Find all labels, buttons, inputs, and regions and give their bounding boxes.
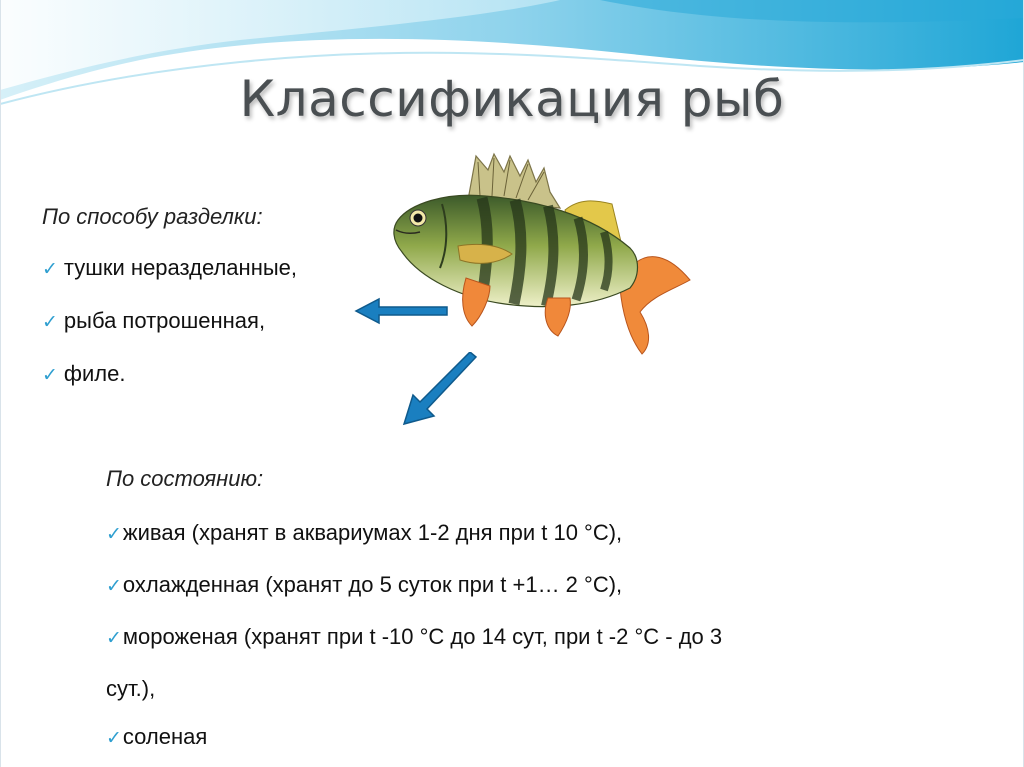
check-icon: ✓ — [106, 728, 122, 749]
list-item: ✓ рыба потрошенная, — [42, 308, 266, 333]
check-icon: ✓ — [42, 365, 58, 386]
list-item-continuation: сут.), — [106, 676, 156, 701]
slide-title: Классификация рыб — [239, 70, 785, 128]
list-item: ✓охлажденная (хранят до 5 суток при t +1… 2 °C), — [106, 572, 623, 597]
check-icon: ✓ — [42, 312, 58, 333]
check-icon: ✓ — [106, 576, 122, 597]
list-item: ✓ филе. — [42, 361, 126, 386]
condition-heading: По состоянию: — [106, 466, 264, 491]
cutting-method-heading: По способу разделки: — [42, 204, 263, 229]
check-icon: ✓ — [42, 259, 58, 280]
check-icon: ✓ — [106, 628, 122, 649]
arrow-down-left-icon — [398, 352, 480, 428]
list-item: ✓ тушки неразделанные, — [42, 255, 298, 280]
arrow-left-icon — [353, 296, 449, 326]
check-icon: ✓ — [106, 524, 122, 545]
list-item: ✓соленая — [106, 724, 208, 749]
list-item: ✓живая (хранят в аквариумах 1-2 дня при t 10 °C), — [106, 520, 623, 545]
perch-fish-illustration — [390, 148, 695, 363]
list-item: ✓мороженая (хранят при t -10 °C до 14 сут, при t -2 °C - до 3 — [106, 624, 723, 649]
